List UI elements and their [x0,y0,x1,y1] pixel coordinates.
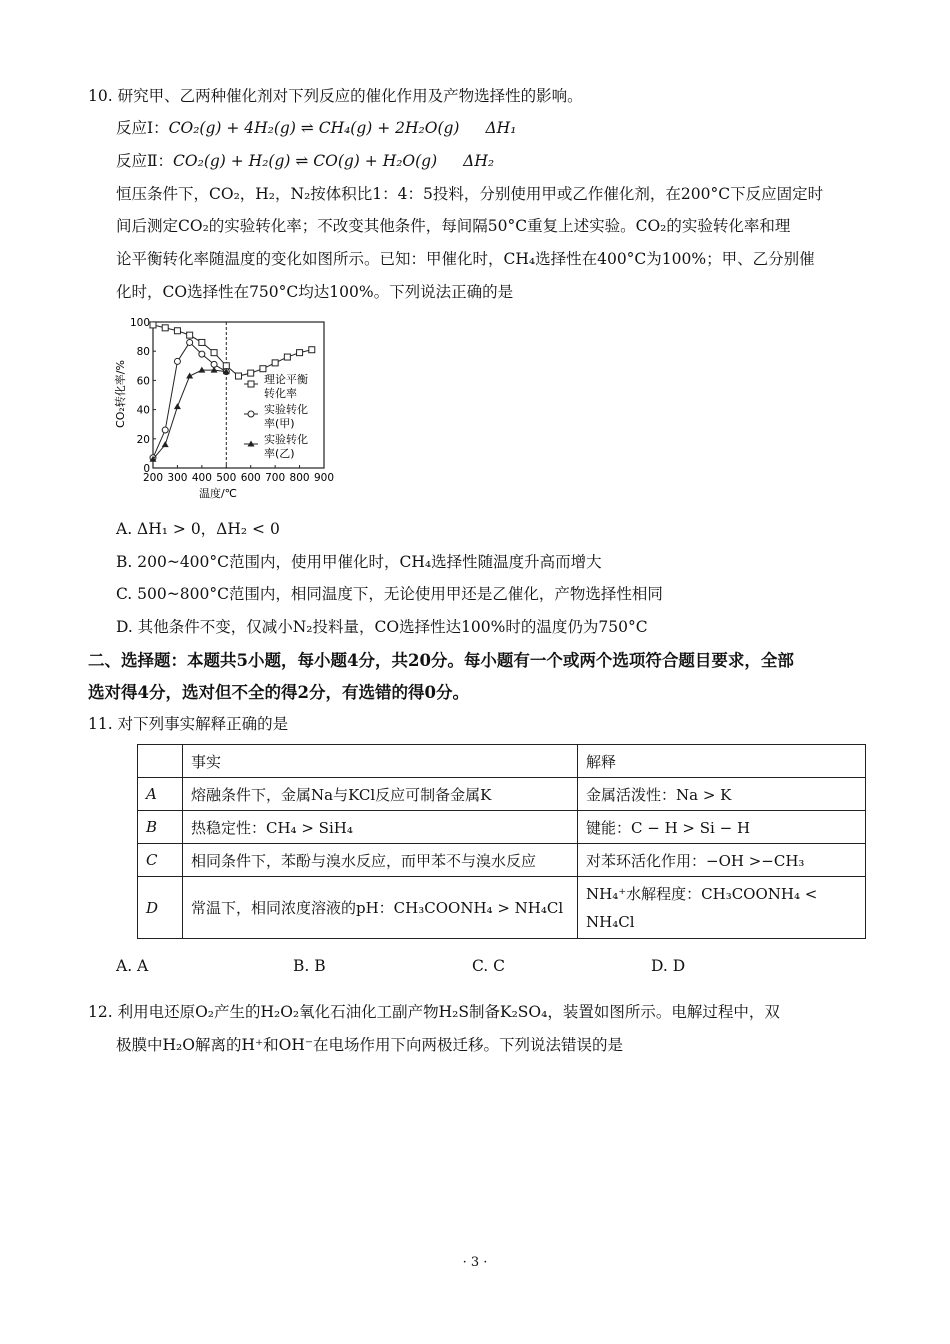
y-tick-label: 100 [129,317,150,329]
q11-stem: 11. 对下列事实解释正确的是 [88,715,289,733]
y-tick-label: 40 [136,404,150,417]
series-line-jia [153,342,226,457]
q11-option-c: C. C [472,957,506,975]
point-theory [187,332,193,338]
q11-option-d: D. D [651,957,686,975]
point-theory [174,328,180,334]
table-header-key [138,745,183,778]
q10-option-c: C. 500~800°C范围内，相同温度下，无论使用甲还是乙催化，产物选择性相同 [116,585,663,603]
plot-frame [153,322,324,468]
point-theory [199,339,205,345]
reaction-1-label: 反应Ⅰ： [116,119,169,137]
section2-line-1: 二、选择题：本题共5小题，每小题4分，共20分。每小题有一个或两个选项符合题目要求，全部 [88,651,794,670]
x-tick-label: 400 [191,472,212,484]
point-theory [284,354,290,360]
legend-jia-line1: 实验转化 [264,403,308,416]
q10-para-line-1: 恒压条件下，CO₂，H₂，N₂按体积比1：4：5投料，分别使用甲或乙作催化剂，在200°C下反应固定时 [116,185,824,203]
point-yi [211,367,218,373]
point-theory [297,350,303,356]
table-row [138,811,866,844]
point-yi [162,441,169,447]
point-theory [211,350,217,356]
row-key: D [138,877,183,939]
reaction-1-dh: ΔH₁ [485,119,517,137]
q11-option-a: A. A [116,957,149,975]
table-header-row [138,745,866,778]
row-fact: 相同条件下，苯酚与溴水反应，而甲苯不与溴水反应 [183,844,578,877]
point-yi [174,403,181,409]
point-theory [223,363,229,369]
point-jia [199,351,205,357]
x-tick-label: 600 [240,472,261,484]
row-fact: 热稳定性：CH₄ > SiH₄ [183,811,578,844]
point-jia [162,427,168,433]
conversion-chart [108,308,344,500]
x-tick-label: 200 [142,472,164,484]
reaction-2-label: 反应Ⅱ： [116,152,174,170]
row-key: B [138,811,183,844]
legend-yi-line1: 实验转化 [264,433,308,446]
legend-theory-line1: 理论平衡 [264,373,308,386]
page-number: · 3 · [462,1255,488,1270]
point-yi [198,367,205,373]
q10-para-line-2: 间后测定CO₂的实验转化率；不改变其他条件，每间隔50°C重复上述实验。CO₂的实验转化率和理 [116,217,791,235]
legend-yi-line2: 率(乙) [264,447,295,460]
point-theory [248,370,254,376]
q11-table [137,744,866,939]
section2-line-2: 选对得4分，选对但不全的得2分，有选错的得0分。 [88,683,469,702]
row-key: C [138,844,183,877]
q10-option-a: A. ΔH₁ > 0，ΔH₂ < 0 [116,520,280,538]
legend-marker-theory [248,381,254,387]
reaction-1 [116,118,516,138]
q11-option-b: B. B [293,957,326,975]
q12-line-2: 极膜中H₂O解离的H⁺和OH⁻在电场作用下向两极迁移。下列说法错误的是 [116,1036,624,1054]
q10-para-line-4: 化时，CO选择性在750°C均达100%。下列说法正确的是 [116,283,514,301]
row-explanation: 键能：C − H > Si − H [578,811,866,844]
y-tick-label: 0 [143,463,150,475]
y-tick-label: 20 [136,433,150,446]
x-tick-label: 300 [167,472,188,484]
reaction-2-dh: ΔH₂ [463,152,495,170]
q10-option-b: B. 200~400°C范围内，使用甲催化时，CH₄选择性随温度升高而增大 [116,553,602,571]
y-tick-label: 80 [136,346,150,359]
legend-theory-line2: 转化率 [264,387,297,400]
point-jia [174,358,180,364]
reaction-2-equation: CO₂(g) + H₂(g) ⇌ CO(g) + H₂O(g) [173,152,438,170]
x-tick-label: 500 [216,472,237,484]
x-tick-label: 900 [313,472,335,484]
table-row [138,778,866,811]
table-row [138,877,866,939]
table-row [138,844,866,877]
reaction-2 [116,151,494,171]
reaction-1-equation: CO₂(g) + 4H₂(g) ⇌ CH₄(g) + 2H₂O(g) [168,119,460,137]
row-fact: 常温下，相同浓度溶液的pH：CH₃COONH₄ > NH₄Cl [183,877,578,939]
point-theory [162,325,168,331]
q10-option-d: D. 其他条件不变，仅减小N₂投料量，CO选择性达100%时的温度仍为750°C [116,618,648,636]
point-theory [150,322,156,328]
row-explanation: NH₄⁺水解程度：CH₃COONH₄ < NH₄Cl [578,877,866,939]
point-theory [236,373,242,379]
chart-xlabel: 温度/℃ [198,487,238,500]
row-explanation: 对苯环活化作用：−OH >−CH₃ [578,844,866,877]
row-fact: 熔融条件下，金属Na与KCl反应可制备金属K [183,778,578,811]
row-explanation: 金属活泼性：Na > K [578,778,866,811]
row-key: A [138,778,183,811]
legend-marker-jia [248,411,254,417]
point-theory [272,360,278,366]
legend-jia-line2: 率(甲) [264,417,295,430]
table-header-fact: 事实 [183,745,578,778]
x-tick-label: 800 [289,472,310,484]
point-theory [309,347,315,353]
x-tick-label: 700 [265,472,286,484]
chart-ylabel: CO₂转化率/% [114,360,127,428]
q10-stem: 10. 研究甲、乙两种催化剂对下列反应的催化作用及产物选择性的影响。 [88,87,583,105]
table-header-explanation: 解释 [578,745,866,778]
point-jia [211,361,217,367]
q12-line-1: 12. 利用电还原O₂产生的H₂O₂氧化石油化工副产物H₂S制备K₂SO₄，装置如图所示。电解过程中，双 [88,1003,780,1021]
point-yi [186,373,193,379]
q10-para-line-3: 论平衡转化率随温度的变化如图所示。已知：甲催化时，CH₄选择性在400°C为100%；甲、乙分别催 [116,250,815,268]
point-jia [187,339,193,345]
y-tick-label: 60 [136,375,150,388]
point-theory [260,366,266,372]
